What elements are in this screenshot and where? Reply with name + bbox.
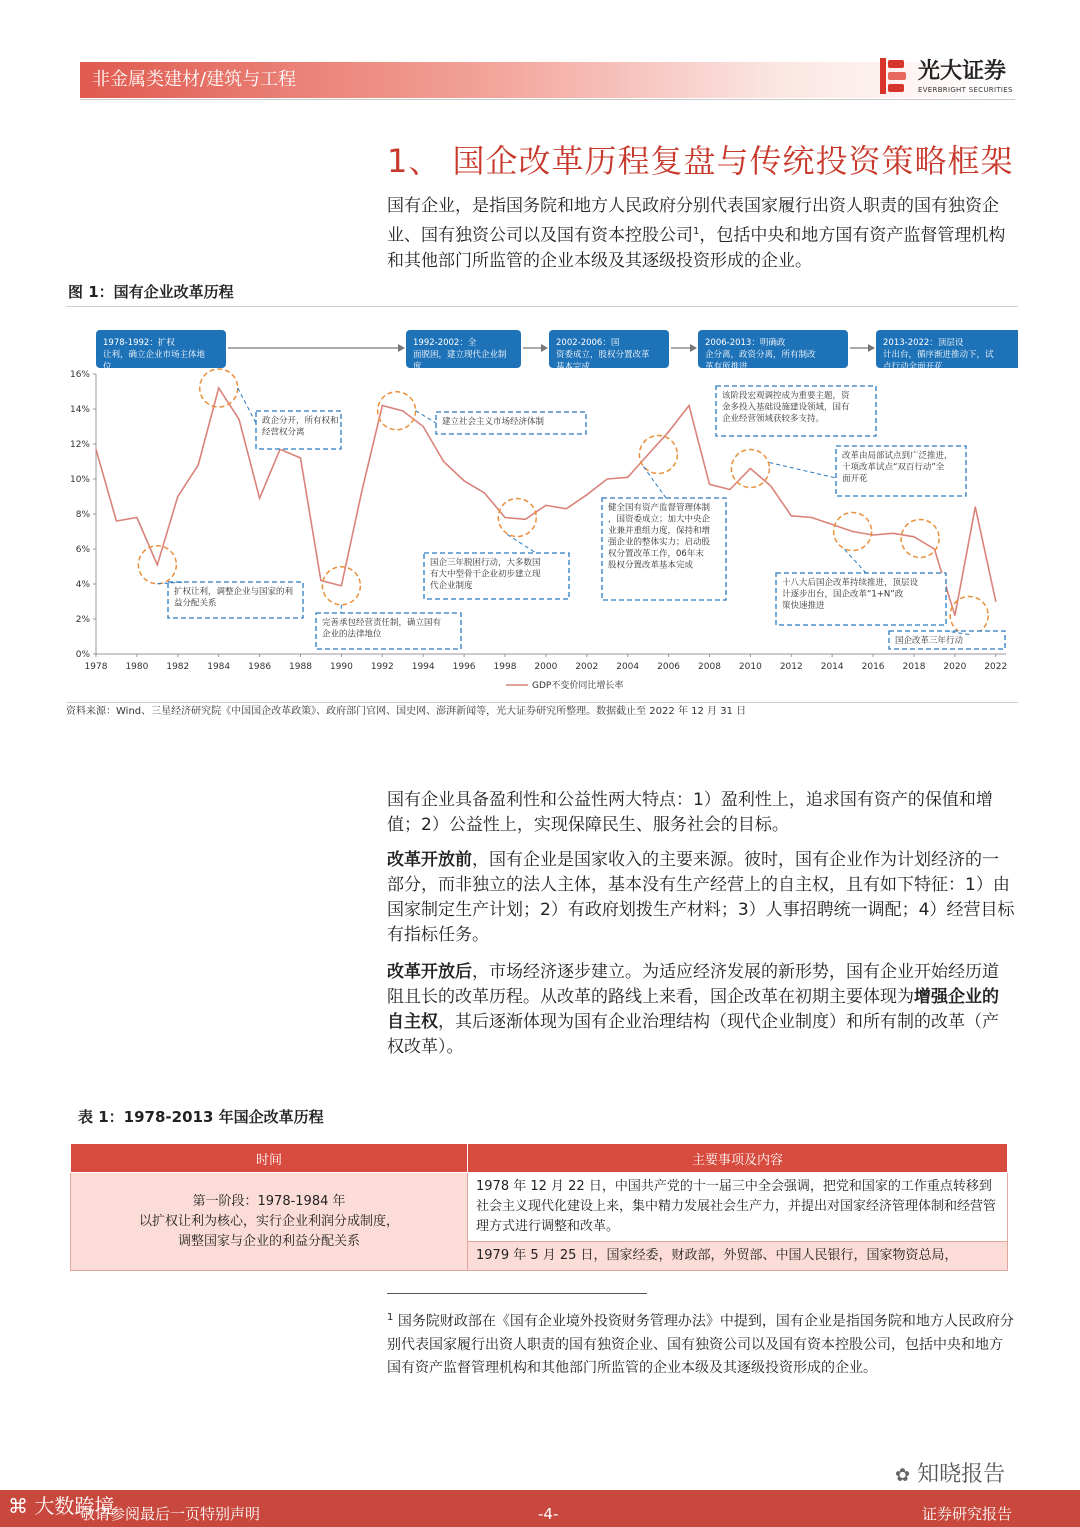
figure-title: 图 1：国有企业改革历程 — [68, 283, 234, 301]
gdp-point — [382, 405, 383, 406]
footnote — [387, 1306, 1015, 1380]
gdp-point — [341, 585, 342, 586]
annotation-text-line: 改革由局部试点到广泛推进， — [842, 451, 953, 461]
gdp-point — [913, 536, 914, 537]
stage-line-3: 调整国家与企业的利益分配关系 — [177, 1233, 360, 1249]
gdp-point — [872, 534, 873, 535]
gdp-point — [648, 454, 649, 455]
annotation-text-line: 完善承包经营责任制，确立国有 — [322, 618, 442, 628]
gdp-point — [545, 505, 546, 506]
body-paragraph-1 — [387, 788, 1015, 838]
annotation-connector — [643, 467, 666, 499]
body-bold-2: 改革开放后 — [387, 962, 472, 982]
annotation-text-line: 益分配关系 — [174, 598, 217, 609]
x-tick-label: 1994 — [411, 662, 435, 672]
annotation-text-line: 有大中型骨干企业初步建立现 — [430, 569, 541, 580]
gdp-point — [832, 524, 833, 525]
annotation-connector — [845, 550, 866, 574]
figure-source: 资料来源：Wind、三星经济研究院《中国国企改革政策》、政府部门官网、国史网、澎湃新闻等，光大证券研究所整理。数据截止至 2022 年 12 月 31 日 — [66, 706, 747, 717]
phase-arrow-head — [398, 344, 405, 352]
phase-label-line: 2006-2013：明确政 — [705, 338, 786, 348]
gdp-point — [300, 457, 301, 458]
body-text-1: 国有企业具备盈利性和公益性两大特点：1）盈利性上，追求国有资产的保值和增值；2）公益性上，实现保障民生、服务社会的目标。 — [387, 790, 993, 835]
annotation-connector — [769, 463, 836, 479]
y-tick-label: 8% — [75, 510, 90, 520]
y-tick-label: 6% — [75, 545, 90, 555]
annotation-text-line: 经营权分离 — [262, 427, 305, 438]
everbright-logo-icon — [880, 58, 908, 94]
legend-label: GDP不变价同比增长率 — [532, 681, 624, 691]
phase-label-line: 2013-2022：顶层设 — [883, 338, 964, 348]
annotation-text-line: 该阶段宏观调控成为重要主题，资 — [722, 391, 850, 401]
phase-label-line: 基本完成 — [556, 362, 591, 372]
x-tick-label: 2012 — [779, 662, 803, 672]
body-paragraph-3 — [387, 960, 1015, 1060]
stage-cell — [71, 1173, 468, 1271]
body-paragraph-2 — [387, 848, 1015, 948]
annotation-text-line: 十项改革试点“双百行动”全 — [842, 462, 945, 473]
gdp-point — [361, 491, 362, 492]
phase-label-line: 企分离，政资分离，所有制改 — [705, 350, 816, 360]
x-tick-label: 1998 — [493, 662, 517, 672]
gdp-point — [484, 492, 485, 493]
table-header-row — [71, 1144, 1008, 1173]
annotation-text-line: 金多投入基础设施建设领域，国有 — [722, 402, 850, 413]
highlight-circle — [639, 436, 677, 474]
annotation-text-line: ，国资委成立；加大中央企 — [608, 514, 711, 525]
phase-arrow-head — [541, 344, 548, 352]
footer-disclaimer: 敬请参阅最后一页特别声明 — [80, 1505, 261, 1523]
gdp-point — [320, 580, 321, 581]
x-tick-label: 2008 — [698, 662, 721, 672]
x-tick-label: 1980 — [125, 662, 149, 672]
y-tick-label: 4% — [75, 580, 90, 590]
x-tick-label: 2018 — [902, 662, 926, 672]
gdp-point — [504, 517, 505, 518]
y-tick-label: 0% — [75, 650, 90, 660]
x-tick-label: 2000 — [534, 662, 558, 672]
gdp-point — [688, 405, 689, 406]
phase-label-line: 革有所推进 — [705, 362, 748, 372]
event-cell-2: 1979 年 5 月 25 日，国家经委，财政部，外贸部、中国人民银行，国家物资总局， — [468, 1242, 1008, 1271]
intro-text-a: 国有企业，是指国务院和地方人民政府分别代表国家履行出资人职责的国有独资企业、国有独资公司以及国有资本控股公司 — [387, 196, 999, 246]
annotation-text — [895, 635, 964, 646]
annotation-text — [442, 416, 545, 427]
annotation-text-line: 业兼并重组力度，保持和增 — [608, 526, 711, 536]
gdp-point — [95, 449, 96, 450]
x-tick-label: 1990 — [329, 662, 353, 672]
gdp-point — [750, 468, 751, 469]
x-tick-label: 2006 — [657, 662, 681, 672]
watermark-bottom-icon: ⌘ — [8, 1494, 28, 1518]
gdp-point — [607, 478, 608, 479]
annotation-text-line: 建立社会主义市场经济体制 — [442, 417, 545, 427]
gdp-point — [177, 496, 178, 497]
x-tick-label: 1988 — [289, 662, 312, 672]
logo-name-cn: 光大证券 — [918, 59, 1007, 84]
phase-label-line: 点行动全面开花 — [883, 362, 943, 372]
footer-report-type: 证券研究报告 — [922, 1505, 1013, 1523]
gdp-point — [423, 426, 424, 427]
annotation-text-line: 国企改革三年行动 — [895, 636, 964, 646]
gdp-point — [770, 485, 771, 486]
annotation-text-line: 扩权让利，调整企业与国家的利 — [174, 587, 294, 597]
annotation-text-line: 健全国有资产监督管理体制 — [608, 503, 711, 513]
phase-label-line: 计出台，循序渐进推动下，试 — [883, 350, 994, 360]
logo-name-en: EVERBRIGHT SECURITIES — [918, 86, 1013, 94]
annotation-text-line: 权分置改革工作，06年末 — [608, 549, 704, 559]
phase-label-line: 度 — [413, 362, 422, 372]
watermark-top-text: 知晓报告 — [917, 1462, 1006, 1487]
y-tick-label: 2% — [75, 615, 90, 625]
figure-top-rule — [66, 306, 1018, 307]
intro-paragraph — [387, 194, 1015, 274]
body-text-3a: ，市场经济逐步建立。为适应经济发展的新形势，国有企业开始经历道阻且长的改革历程。从改革的路线上来看，国企改革在初期主要体现为 — [387, 962, 999, 1007]
annotation-connector — [416, 411, 436, 423]
table-title: 表 1：1978-2013 年国企改革历程 — [78, 1108, 324, 1126]
phase-label-line: 2002-2006：国 — [556, 338, 620, 348]
annotation-text-line: 国企三年脱困行动，大多数国 — [430, 558, 541, 568]
x-tick-label: 2010 — [738, 662, 762, 672]
gdp-point — [729, 489, 730, 490]
highlight-circle — [950, 597, 988, 635]
footer-page-number: -4- — [538, 1505, 559, 1523]
gdp-point — [709, 484, 710, 485]
gdp-point — [893, 533, 894, 534]
gdp-point — [463, 480, 464, 481]
footnote-ref[interactable]: 1 — [693, 226, 700, 237]
footnote-text: 国务院财政部在《国有企业境外投资财务管理办法》中提到，国有企业是指国务院和地方人民政府分别代表国家履行出资人职责的国有独资企业、国有独资公司以及国有资本控股公司，包括中央和地方国有资产监督管理机构和其他部门所监管的企业本级及其逐级投资形成的企业。 — [387, 1313, 1014, 1376]
watermark-bottom-text: 大数跨境 — [34, 1494, 115, 1518]
wechat-icon: ✿ — [895, 1465, 911, 1486]
annotation-text-line: 企业的法律地位 — [322, 629, 382, 640]
x-tick-label: 1996 — [452, 662, 476, 672]
x-tick-label: 2004 — [616, 662, 640, 672]
x-tick-label: 2014 — [820, 662, 844, 672]
highlight-circle — [901, 520, 939, 558]
y-tick-label: 14% — [69, 405, 90, 415]
gdp-point — [791, 515, 792, 516]
annotation-text-line: 企业经营领域获较多支持。 — [722, 414, 825, 424]
phase-label-line: 1978-1992：扩权 — [103, 338, 175, 348]
event-cell-1: 1978 年 12 月 22 日，中国共产党的十一届三中全会强调，把党和国家的工作重点转移到社会主义现代化建设上来，集中精力发展社会生产力，并提出对国家经济管理体制和经营管理方式进行调整和改革。 — [468, 1173, 1008, 1242]
x-tick-label: 2016 — [861, 662, 885, 672]
gdp-point — [239, 419, 240, 420]
gdp-point — [218, 387, 219, 388]
phase-label-line: 位 — [103, 362, 112, 372]
y-tick-label: 12% — [69, 440, 90, 450]
x-tick-label: 1982 — [166, 662, 190, 672]
x-tick-label: 2022 — [984, 662, 1008, 672]
annotation-text-line: 计逐步出台，国企改革“1+N”政 — [782, 589, 904, 600]
gdp-point — [525, 519, 526, 520]
x-tick-label: 2002 — [575, 662, 599, 672]
gdp-point — [811, 517, 812, 518]
reform-table — [70, 1143, 1008, 1271]
annotation-connector — [238, 388, 256, 423]
gdp-point — [443, 461, 444, 462]
annotation-text-line: 面开花 — [842, 474, 868, 484]
x-tick-label: 1986 — [248, 662, 272, 672]
gdp-point — [116, 520, 117, 521]
stage-line-1: 第一阶段：1978-1984 年 — [192, 1193, 346, 1209]
header-divider — [80, 99, 1015, 100]
y-tick-label: 16% — [69, 370, 90, 380]
phase-label-line: 面脱困，建立现代企业制 — [413, 350, 507, 360]
annotation-text-line: 代企业制度 — [430, 581, 473, 591]
header-category: 非金属类建材/建筑与工程 — [92, 69, 297, 90]
phase-box — [406, 330, 521, 368]
body-bold-3: 增强企业的自主权 — [387, 987, 999, 1032]
phase-label-line: 让利，确立企业市场主体地 — [103, 350, 206, 360]
intro-text-b: ，包括中央和地方国有资产监督管理机构和其他部门所监管的企业本级及其逐级投资形成的企业。 — [387, 225, 1006, 271]
phase-label-line: 资委成立，股权分置改革 — [556, 350, 650, 360]
gdp-point — [668, 431, 669, 432]
watermark-top — [895, 1460, 1005, 1491]
gdp-point — [566, 508, 567, 509]
body-text-3b: ，其后逐渐体现为国有企业治理结构（现代企业制度）和所有制的改革（产权改革）。 — [387, 1012, 999, 1057]
table-header-events: 主要事项及内容 — [468, 1144, 1008, 1173]
gdp-point — [975, 506, 976, 507]
footnote-number: 1 — [387, 1312, 394, 1323]
figure-bottom-rule — [66, 702, 1018, 703]
gdp-point — [259, 498, 260, 499]
annotation-connector — [507, 535, 536, 554]
y-tick-label: 10% — [69, 475, 90, 485]
annotation-text-line: 强企业的整体实力；启动股 — [608, 537, 711, 548]
gdp-point — [586, 494, 587, 495]
x-tick-label: 1984 — [207, 662, 231, 672]
annotation-text-line: 策快速推进 — [782, 601, 825, 611]
table-row — [71, 1173, 1008, 1242]
reform-timeline-chart — [66, 308, 1018, 702]
phase-box — [96, 330, 226, 368]
annotation-text-line: 股权分置改革基本完成 — [608, 560, 694, 571]
annotation-text-line: 十八大后国企改革持续推进，顶层设 — [782, 578, 919, 588]
gdp-point — [136, 517, 137, 518]
highlight-circle — [378, 392, 416, 430]
body-text-2: ，国有企业是国家收入的主要来源。彼时，国有企业作为计划经济的一部分，而非独立的法人主体，基本没有生产经营上的自主权，且有如下特征：1）由国家制定生产计划；2）有政府划拨生产材料；3）人事招聘统一调配；4）经营目标有指标任务。 — [387, 850, 1015, 945]
gdp-point — [198, 464, 199, 465]
gdp-point — [852, 531, 853, 532]
x-tick-label: 1992 — [370, 662, 394, 672]
phase-arrow-head — [868, 344, 875, 352]
gdp-point — [627, 477, 628, 478]
annotation-text-line: 政企分开，所有权和 — [262, 416, 339, 426]
body-bold-1: 改革开放前 — [387, 850, 472, 870]
gdp-point — [402, 410, 403, 411]
gdp-point — [157, 564, 158, 565]
x-tick-label: 2020 — [943, 662, 967, 672]
phase-arrow-head — [690, 344, 697, 352]
footnote-divider — [387, 1293, 647, 1294]
x-tick-label: 1978 — [84, 662, 108, 672]
section-title: 1、 国企改革历程复盘与传统投资策略框架 — [387, 142, 1014, 180]
gdp-point — [995, 601, 996, 602]
table-header-time: 时间 — [71, 1144, 468, 1173]
phase-label-line: 1992-2002：全 — [413, 338, 477, 348]
stage-line-2: 以扩权让利为核心，实行企业利润分成制度， — [138, 1213, 399, 1229]
gdp-point — [954, 615, 955, 616]
